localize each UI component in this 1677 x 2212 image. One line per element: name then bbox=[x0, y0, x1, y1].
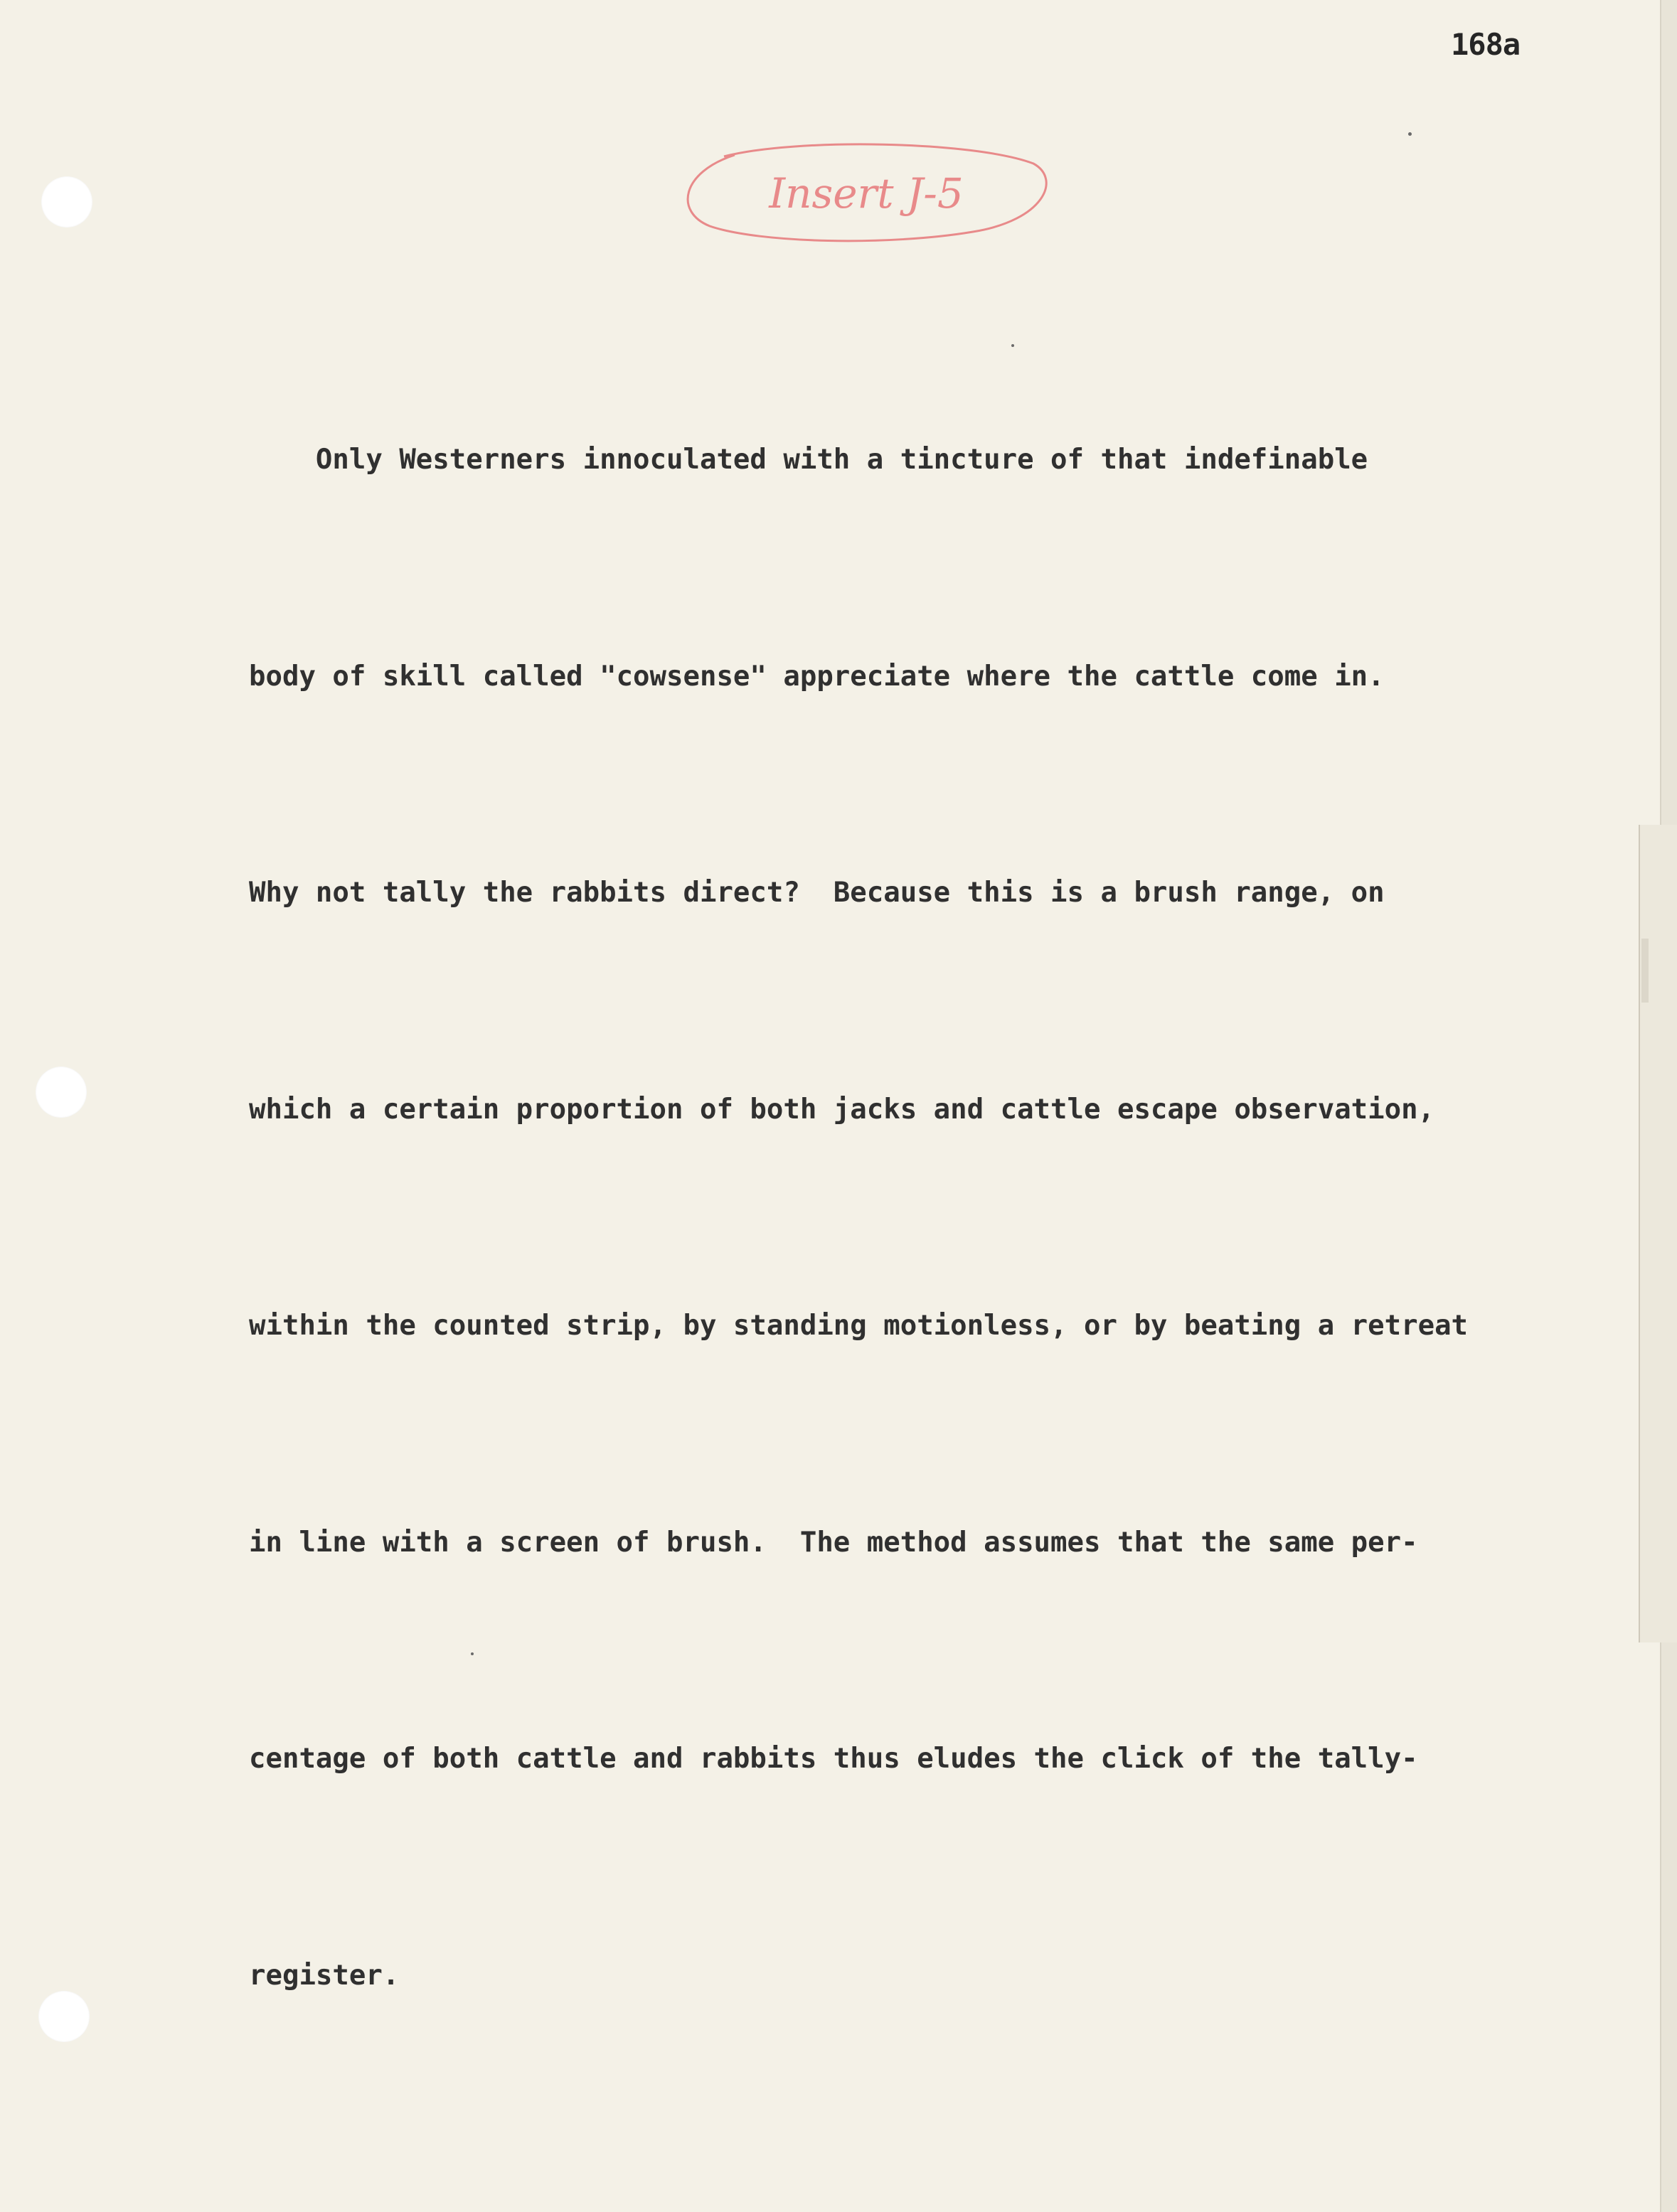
text-line: register. bbox=[249, 1959, 400, 1992]
page-number: 168a bbox=[1451, 27, 1521, 62]
typed-paragraph bbox=[249, 279, 1600, 2156]
handwritten-insert-note bbox=[674, 137, 1058, 250]
text-line: in line with a screen of brush. The method assumes that the same per- bbox=[249, 1526, 1418, 1559]
text-line: centage of both cattle and rabbits thus eludes the click of the tally- bbox=[249, 1743, 1418, 1775]
text-line: Why not tally the rabbits direct? Because this is a brush range, on bbox=[249, 877, 1385, 909]
paper-speck bbox=[1408, 132, 1412, 136]
handwritten-insert-note-svg bbox=[674, 137, 1058, 250]
text-line: body of skill called "cowsense" appreciate where the cattle come in. bbox=[249, 660, 1385, 693]
note-text: Insert J-5 bbox=[769, 169, 964, 218]
punch-hole-bottom bbox=[38, 1991, 90, 2042]
punch-hole-middle bbox=[36, 1067, 87, 1118]
paper-speck bbox=[471, 1652, 474, 1655]
text-line: within the counted strip, by standing motionless, or by beating a retreat bbox=[249, 1310, 1469, 1342]
text-line: Only Westerners innoculated with a tincture of that indefinable bbox=[249, 444, 1368, 476]
punch-hole-top bbox=[41, 176, 92, 228]
paper-speck bbox=[1011, 344, 1014, 347]
text-line: which a certain proportion of both jacks and cattle escape observation, bbox=[249, 1093, 1435, 1126]
page-tear bbox=[1641, 939, 1649, 1003]
